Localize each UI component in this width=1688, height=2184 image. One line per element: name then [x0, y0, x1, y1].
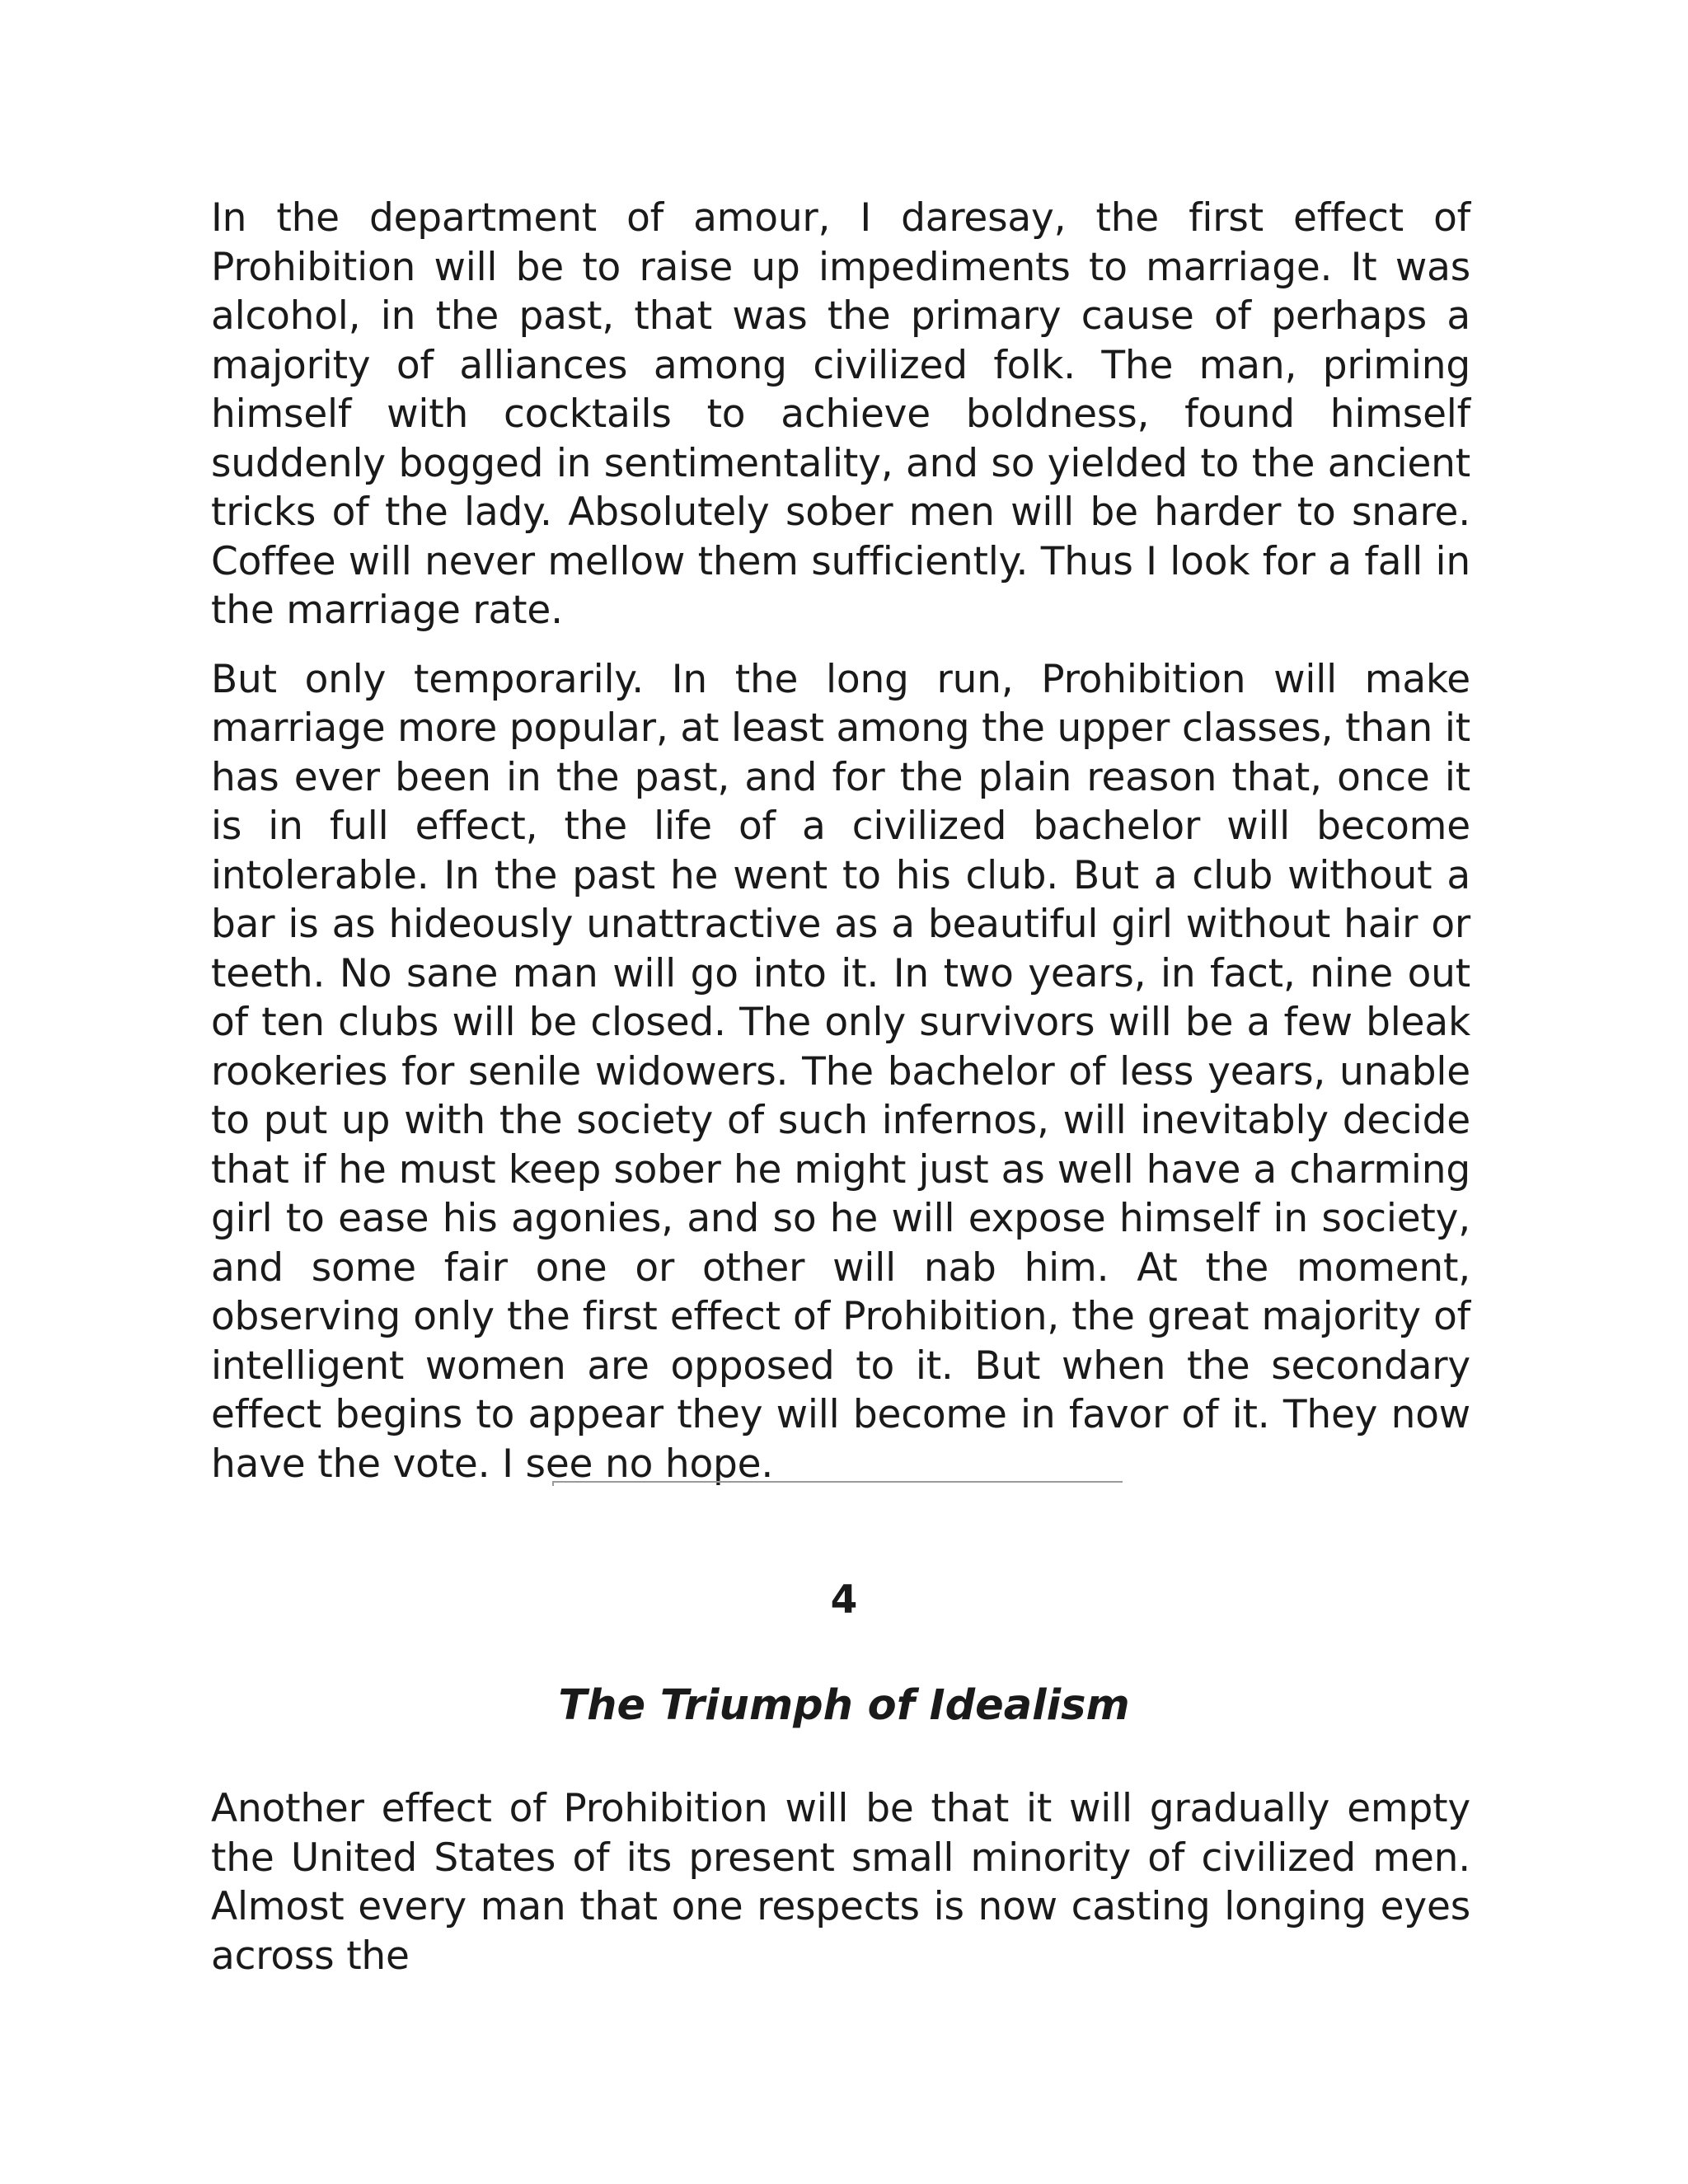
paragraph-2: But only temporarily. In the long run, Prohibition will make marriage more popular, at least among the upper classes, than it has ever been in the past, and for the plain reason that, once it is in full effect, the life of a civilized bachelor will become intolerable. In the past he went to his club. But a club without a bar is as hideously unattractive as a beautiful girl without hair or teeth. No sane man will go into it. In two years, in fact, nine out of ten clubs will be closed. The only survivors will be a few bleak rookeries for senile widowers. The bachelor of less years, unable to put up with the society of such infernos, will inevitably decide that if he must keep sober he might just as well have a charming girl to ease his agonies, and so he will expose himself in society, and some fair one or other will nab him. At the moment, observing only the first effect of Prohibition, the great majority of intelligent women are opposed to it. But when the secondary effect begins to appear they will become in favor of it. They now have the vote. I see no hope.	[211, 656, 1470, 1487]
paragraph-3: Another effect of Prohibition will be that it will gradually empty the United States of its present small minority of civilized men. Almost every man that one respects is now casting longing eyes across the	[211, 1786, 1470, 1979]
section-divider	[552, 1481, 1123, 1486]
chapter-title: The Triumph of Idealism	[558, 1681, 1130, 1730]
chapter-body-text	[211, 1784, 1470, 1980]
body-text	[211, 194, 1470, 1488]
paragraph-1: In the department of amour, I daresay, the first effect of Prohibition will be to raise up impediments to marriage. It was alcohol, in the past, that was the primary cause of perhaps a majority of alliances among civilized folk. The man, priming himself with cocktails to achieve boldness, found himself suddenly bogged in sentimentality, and so yielded to the ancient tricks of the lady. Absolutely sober men will be harder to snare. Coffee will never mellow them sufficiently. Thus I look for a fall in the marriage rate.	[211, 195, 1470, 633]
chapter-number: 4	[830, 1577, 858, 1623]
